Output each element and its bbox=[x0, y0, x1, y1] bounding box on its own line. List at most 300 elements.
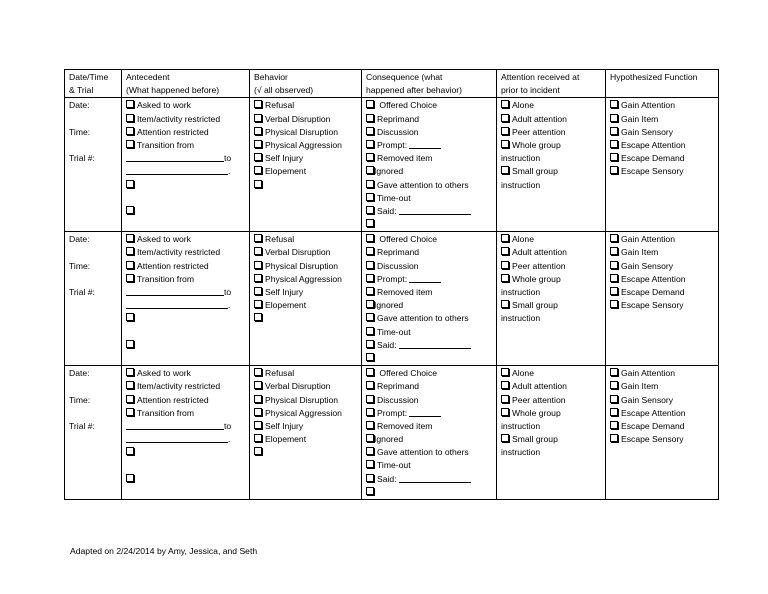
checkbox-icon[interactable] bbox=[366, 381, 374, 389]
checkbox-item[interactable] bbox=[126, 246, 246, 259]
checkbox-label: Asked to work bbox=[137, 100, 191, 111]
checkbox-icon[interactable] bbox=[254, 180, 262, 188]
checkbox-item[interactable] bbox=[501, 165, 602, 178]
date-time-cell[interactable] bbox=[65, 232, 122, 366]
checkbox-icon[interactable] bbox=[501, 100, 509, 108]
antecedent-cell bbox=[122, 232, 250, 366]
checkbox-label: Alone bbox=[512, 368, 534, 379]
checkbox-label: Reprimand bbox=[377, 113, 420, 124]
checkbox-item[interactable] bbox=[366, 139, 493, 152]
function-cell bbox=[606, 232, 719, 366]
checkbox-item[interactable] bbox=[610, 380, 715, 393]
checkbox-icon[interactable] bbox=[501, 395, 509, 403]
observation-row bbox=[65, 98, 719, 232]
checkbox-item[interactable] bbox=[126, 446, 246, 459]
checkbox-icon[interactable] bbox=[126, 234, 134, 242]
period-label: . bbox=[228, 300, 231, 311]
header-line: Hypothesized Function bbox=[610, 72, 698, 82]
header-attention bbox=[497, 70, 606, 98]
period-label: . bbox=[228, 166, 231, 177]
checkbox-item[interactable] bbox=[610, 394, 715, 407]
checkbox-label: Asked to work bbox=[137, 234, 191, 245]
checkbox-item[interactable] bbox=[126, 260, 246, 273]
checkbox-item[interactable] bbox=[501, 99, 602, 112]
checkbox-item[interactable] bbox=[254, 139, 358, 152]
checkbox-label-continued: instruction bbox=[501, 179, 541, 190]
checkbox-icon[interactable] bbox=[126, 368, 134, 376]
checkbox-item[interactable] bbox=[366, 299, 493, 312]
checkbox-item[interactable] bbox=[366, 352, 493, 365]
checkbox-item[interactable] bbox=[366, 486, 493, 499]
said-blank[interactable] bbox=[399, 474, 471, 483]
transition-from-blank[interactable] bbox=[126, 153, 224, 162]
checkbox-icon[interactable] bbox=[254, 100, 262, 108]
checkbox-item[interactable] bbox=[610, 299, 715, 312]
checkbox-item[interactable] bbox=[126, 473, 246, 486]
checkbox-item[interactable] bbox=[501, 299, 602, 312]
checkbox-item[interactable] bbox=[501, 367, 602, 380]
header-line: (√ all observed) bbox=[254, 85, 314, 96]
checkbox-item[interactable] bbox=[366, 246, 493, 259]
checkbox-item[interactable] bbox=[366, 113, 493, 126]
checkbox-label: Physical Aggression bbox=[265, 273, 342, 284]
checkbox-icon[interactable] bbox=[501, 408, 509, 416]
checkbox-icon[interactable] bbox=[366, 447, 374, 455]
checkbox-icon[interactable] bbox=[126, 261, 134, 269]
checkbox-icon[interactable] bbox=[126, 247, 134, 255]
checkbox-item[interactable] bbox=[366, 380, 493, 393]
checkbox-item[interactable] bbox=[126, 339, 246, 352]
checkbox-item[interactable] bbox=[366, 99, 493, 112]
checkbox-item[interactable] bbox=[366, 326, 493, 339]
checkbox-label: Escape Demand bbox=[621, 420, 685, 431]
checkbox-label: Removed item bbox=[377, 153, 433, 164]
antecedent-cell bbox=[122, 366, 250, 500]
checkbox-icon[interactable] bbox=[501, 274, 509, 282]
checkbox-icon[interactable] bbox=[610, 287, 618, 295]
checkbox-label: Whole group bbox=[512, 273, 561, 284]
checkbox-label: Asked to work bbox=[137, 368, 191, 379]
transition-to-line[interactable] bbox=[126, 165, 246, 178]
checkbox-icon[interactable] bbox=[501, 247, 509, 255]
checkbox-item[interactable] bbox=[366, 339, 493, 352]
checkbox-icon[interactable] bbox=[254, 153, 262, 161]
checkbox-icon[interactable] bbox=[366, 434, 374, 442]
checkbox-item[interactable] bbox=[501, 139, 602, 152]
checkbox-label: Adult attention bbox=[512, 381, 567, 392]
checkbox-item[interactable] bbox=[366, 126, 493, 139]
checkbox-item[interactable] bbox=[126, 367, 246, 380]
trial-label: Trial #: bbox=[69, 153, 95, 164]
checkbox-icon[interactable] bbox=[254, 247, 262, 255]
checkbox-label: Escape Sensory bbox=[621, 434, 684, 445]
checkbox-icon[interactable] bbox=[501, 234, 509, 242]
checkbox-icon[interactable] bbox=[366, 460, 374, 468]
checkbox-item[interactable] bbox=[501, 273, 602, 286]
transition-to-blank[interactable] bbox=[126, 434, 231, 445]
consequence-cell bbox=[362, 366, 497, 500]
checkbox-label: Self Injury bbox=[265, 287, 304, 298]
checkbox-item[interactable] bbox=[254, 407, 358, 420]
checkbox-icon[interactable] bbox=[366, 395, 374, 403]
checkbox-icon[interactable] bbox=[126, 274, 134, 282]
checkbox-item[interactable] bbox=[366, 312, 493, 325]
checkbox-icon[interactable] bbox=[610, 421, 618, 429]
checkbox-item[interactable] bbox=[254, 152, 358, 165]
transition-from-line[interactable] bbox=[126, 286, 246, 299]
checkbox-item[interactable] bbox=[501, 380, 602, 393]
checkbox-item[interactable] bbox=[366, 179, 493, 192]
checkbox-label: Elopement bbox=[265, 300, 307, 311]
checkbox-icon[interactable] bbox=[366, 487, 374, 495]
checkbox-label: Item/activity restricted bbox=[137, 113, 221, 124]
checkbox-icon[interactable] bbox=[126, 313, 134, 321]
checkbox-label: Time-out bbox=[377, 460, 411, 471]
checkbox-icon[interactable] bbox=[254, 434, 262, 442]
checkbox-label: Discussion bbox=[377, 260, 419, 271]
checkbox-label: Ignored bbox=[374, 434, 404, 445]
checkbox-icon[interactable] bbox=[366, 100, 374, 108]
checkbox-item[interactable] bbox=[254, 367, 358, 380]
checkbox-item[interactable] bbox=[610, 407, 715, 420]
checkbox-item[interactable] bbox=[126, 394, 246, 407]
checkbox-label: Gave attention to others bbox=[377, 447, 469, 458]
said-blank[interactable] bbox=[399, 206, 471, 215]
checkbox-item[interactable] bbox=[126, 113, 246, 126]
checkbox-item[interactable] bbox=[610, 152, 715, 165]
checkbox-icon[interactable] bbox=[126, 127, 134, 135]
checkbox-icon[interactable] bbox=[366, 234, 374, 242]
checkbox-label: Peer attention bbox=[512, 126, 566, 137]
checkbox-icon[interactable] bbox=[501, 127, 509, 135]
checkbox-label: Ignored bbox=[374, 166, 404, 177]
header-line: Attention received at bbox=[501, 72, 580, 82]
consequence-cell bbox=[362, 232, 497, 366]
checkbox-icon[interactable] bbox=[126, 140, 134, 148]
checkbox-item[interactable] bbox=[254, 299, 358, 312]
checkbox-icon[interactable] bbox=[254, 421, 262, 429]
checkbox-icon[interactable] bbox=[610, 234, 618, 242]
checkbox-icon[interactable] bbox=[610, 100, 618, 108]
checkbox-label: Refusal bbox=[265, 100, 295, 111]
behavior-cell bbox=[250, 366, 362, 500]
checkbox-icon[interactable] bbox=[366, 327, 374, 335]
checkbox-label: Peer attention bbox=[512, 394, 566, 405]
checkbox-item[interactable] bbox=[126, 312, 246, 325]
checkbox-item[interactable] bbox=[610, 165, 715, 178]
checkbox-item[interactable] bbox=[366, 192, 493, 205]
checkbox-icon[interactable] bbox=[126, 474, 134, 482]
checkbox-item[interactable] bbox=[610, 113, 715, 126]
checkbox-item[interactable] bbox=[254, 99, 358, 112]
header-line: Behavior bbox=[254, 72, 288, 82]
transition-to-line[interactable] bbox=[126, 433, 246, 446]
transition-from-line[interactable] bbox=[126, 152, 246, 165]
checkbox-item[interactable] bbox=[366, 260, 493, 273]
checkbox-icon[interactable] bbox=[254, 395, 262, 403]
checkbox-label: Alone bbox=[512, 100, 534, 111]
checkbox-label: Prompt: bbox=[377, 273, 408, 284]
checkbox-icon[interactable] bbox=[126, 180, 134, 188]
checkbox-icon[interactable] bbox=[366, 313, 374, 321]
checkbox-label: Elopement bbox=[265, 166, 307, 177]
checkbox-icon[interactable] bbox=[610, 127, 618, 135]
transition-from-blank[interactable] bbox=[126, 287, 224, 296]
checkbox-label-continued: instruction bbox=[501, 447, 541, 458]
checkbox-icon[interactable] bbox=[254, 114, 262, 122]
checkbox-label: Discussion bbox=[377, 394, 419, 405]
checkbox-item[interactable] bbox=[501, 233, 602, 246]
checkbox-item[interactable] bbox=[610, 433, 715, 446]
transition-from-line[interactable] bbox=[126, 420, 246, 433]
checkbox-item[interactable] bbox=[126, 407, 246, 420]
checkbox-icon[interactable] bbox=[254, 447, 262, 455]
checkbox-icon[interactable] bbox=[254, 127, 262, 135]
checkbox-icon[interactable] bbox=[366, 247, 374, 255]
checkbox-item[interactable] bbox=[610, 286, 715, 299]
checkbox-item[interactable] bbox=[126, 380, 246, 393]
checkbox-item[interactable] bbox=[254, 380, 358, 393]
checkbox-icon[interactable] bbox=[366, 206, 374, 214]
time-label: Time: bbox=[69, 260, 91, 271]
transition-to-blank[interactable] bbox=[126, 300, 231, 311]
transition-to-blank[interactable] bbox=[126, 166, 231, 177]
attention-cell bbox=[497, 366, 606, 500]
checkbox-icon[interactable] bbox=[366, 287, 374, 295]
checkbox-icon[interactable] bbox=[610, 434, 618, 442]
checkbox-item[interactable] bbox=[610, 233, 715, 246]
checkbox-icon[interactable] bbox=[366, 180, 374, 188]
checkbox-icon[interactable] bbox=[126, 447, 134, 455]
checkbox-item[interactable] bbox=[126, 99, 246, 112]
checkbox-item[interactable] bbox=[501, 407, 602, 420]
checkbox-icon[interactable] bbox=[501, 434, 509, 442]
checkbox-label: Verbal Disruption bbox=[265, 113, 331, 124]
checkbox-item[interactable] bbox=[366, 433, 493, 446]
checkbox-icon[interactable] bbox=[610, 261, 618, 269]
checkbox-item[interactable] bbox=[501, 113, 602, 126]
date-time-cell[interactable] bbox=[65, 366, 122, 500]
checkbox-item[interactable] bbox=[366, 446, 493, 459]
checkbox-icon[interactable] bbox=[126, 100, 134, 108]
checkbox-item[interactable] bbox=[366, 218, 493, 231]
checkbox-item[interactable] bbox=[254, 433, 358, 446]
checkbox-icon[interactable] bbox=[501, 381, 509, 389]
checkbox-item[interactable] bbox=[366, 152, 493, 165]
checkbox-icon[interactable] bbox=[501, 261, 509, 269]
header-antecedent bbox=[122, 70, 250, 98]
checkbox-icon[interactable] bbox=[610, 395, 618, 403]
checkbox-item[interactable] bbox=[254, 179, 358, 192]
checkbox-icon[interactable] bbox=[126, 408, 134, 416]
checkbox-label: Item/activity restricted bbox=[137, 247, 221, 258]
checkbox-item[interactable] bbox=[610, 99, 715, 112]
checkbox-item[interactable] bbox=[366, 394, 493, 407]
checkbox-item[interactable] bbox=[366, 407, 493, 420]
checkbox-label: Gain Sensory bbox=[621, 260, 674, 271]
attention-cell bbox=[497, 232, 606, 366]
said-blank[interactable] bbox=[399, 340, 471, 349]
checkbox-icon[interactable] bbox=[366, 127, 374, 135]
time-label: Time: bbox=[69, 126, 91, 137]
checkbox-label: Gain Attention bbox=[621, 234, 675, 245]
checkbox-item[interactable] bbox=[366, 473, 493, 486]
checkbox-item[interactable] bbox=[366, 205, 493, 218]
checkbox-icon[interactable] bbox=[254, 381, 262, 389]
checkbox-label: Escape Attention bbox=[621, 139, 686, 150]
checkbox-icon[interactable] bbox=[366, 474, 374, 482]
checkbox-icon[interactable] bbox=[366, 368, 374, 376]
checkbox-item[interactable] bbox=[254, 420, 358, 433]
checkbox-item[interactable] bbox=[501, 246, 602, 259]
checkbox-label: Reprimand bbox=[377, 381, 420, 392]
checkbox-icon[interactable] bbox=[366, 340, 374, 348]
checkbox-item[interactable] bbox=[501, 394, 602, 407]
checkbox-icon[interactable] bbox=[254, 368, 262, 376]
checkbox-icon[interactable] bbox=[254, 140, 262, 148]
checkbox-icon[interactable] bbox=[366, 261, 374, 269]
checkbox-label: Refusal bbox=[265, 234, 295, 245]
prompt-blank[interactable] bbox=[409, 408, 441, 417]
prompt-blank[interactable] bbox=[409, 274, 441, 283]
checkbox-icon[interactable] bbox=[610, 368, 618, 376]
checkbox-item[interactable] bbox=[501, 260, 602, 273]
checkbox-icon[interactable] bbox=[126, 114, 134, 122]
checkbox-item[interactable] bbox=[610, 139, 715, 152]
checkbox-item[interactable] bbox=[366, 367, 493, 380]
checkbox-icon[interactable] bbox=[366, 408, 374, 416]
checkbox-icon[interactable] bbox=[254, 313, 262, 321]
checkbox-icon[interactable] bbox=[254, 166, 262, 174]
checkbox-label: Gain Attention bbox=[621, 368, 675, 379]
checkbox-item[interactable] bbox=[126, 126, 246, 139]
checkbox-icon[interactable] bbox=[610, 381, 618, 389]
header-row bbox=[65, 70, 719, 98]
checkbox-item[interactable] bbox=[254, 165, 358, 178]
checkbox-item[interactable] bbox=[366, 273, 493, 286]
prompt-blank[interactable] bbox=[409, 140, 441, 149]
checkbox-icon[interactable] bbox=[366, 153, 374, 161]
checkbox-item[interactable] bbox=[501, 433, 602, 446]
checkbox-icon[interactable] bbox=[610, 300, 618, 308]
checkbox-icon[interactable] bbox=[254, 234, 262, 242]
checkbox-icon[interactable] bbox=[254, 274, 262, 282]
checkbox-icon[interactable] bbox=[126, 381, 134, 389]
checkbox-item[interactable] bbox=[366, 165, 493, 178]
checkbox-item[interactable] bbox=[254, 312, 358, 325]
checkbox-item[interactable] bbox=[254, 113, 358, 126]
checkbox-icon[interactable] bbox=[501, 300, 509, 308]
date-time-cell[interactable] bbox=[65, 98, 122, 232]
checkbox-icon[interactable] bbox=[366, 353, 374, 361]
checkbox-icon[interactable] bbox=[254, 300, 262, 308]
checkbox-item[interactable] bbox=[126, 179, 246, 192]
checkbox-item[interactable] bbox=[610, 246, 715, 259]
checkbox-item[interactable] bbox=[366, 420, 493, 433]
checkbox-label: Escape Sensory bbox=[621, 300, 684, 311]
checkbox-icon[interactable] bbox=[366, 114, 374, 122]
checkbox-item[interactable] bbox=[610, 260, 715, 273]
checkbox-icon[interactable] bbox=[501, 368, 509, 376]
checkbox-item[interactable] bbox=[126, 139, 246, 152]
checkbox-icon[interactable] bbox=[366, 421, 374, 429]
checkbox-icon[interactable] bbox=[254, 261, 262, 269]
checkbox-label: Verbal Disruption bbox=[265, 381, 331, 392]
checkbox-icon[interactable] bbox=[501, 166, 509, 174]
function-cell bbox=[606, 98, 719, 232]
checkbox-icon[interactable] bbox=[610, 114, 618, 122]
checkbox-item[interactable] bbox=[254, 446, 358, 459]
checkbox-icon[interactable] bbox=[254, 408, 262, 416]
header-function bbox=[606, 70, 719, 98]
checkbox-item[interactable] bbox=[126, 273, 246, 286]
checkbox-item[interactable] bbox=[610, 367, 715, 380]
checkbox-item[interactable] bbox=[254, 260, 358, 273]
checkbox-icon[interactable] bbox=[366, 300, 374, 308]
checkbox-icon[interactable] bbox=[610, 247, 618, 255]
checkbox-label: Gain Item bbox=[621, 381, 659, 392]
checkbox-item[interactable] bbox=[254, 233, 358, 246]
checkbox-icon[interactable] bbox=[126, 206, 134, 214]
checkbox-icon[interactable] bbox=[254, 287, 262, 295]
checkbox-icon[interactable] bbox=[366, 274, 374, 282]
checkbox-item[interactable] bbox=[610, 420, 715, 433]
checkbox-icon[interactable] bbox=[501, 140, 509, 148]
checkbox-item[interactable] bbox=[366, 286, 493, 299]
checkbox-icon[interactable] bbox=[610, 408, 618, 416]
checkbox-label: Self Injury bbox=[265, 153, 304, 164]
checkbox-item[interactable] bbox=[501, 126, 602, 139]
checkbox-icon[interactable] bbox=[366, 193, 374, 201]
checkbox-label: Escape Attention bbox=[621, 407, 686, 418]
checkbox-icon[interactable] bbox=[610, 166, 618, 174]
attention-cell bbox=[497, 98, 606, 232]
checkbox-item[interactable] bbox=[366, 459, 493, 472]
checkbox-label: Ignored bbox=[374, 300, 404, 311]
date-label: Date: bbox=[69, 234, 90, 245]
checkbox-item[interactable] bbox=[126, 233, 246, 246]
checkbox-item[interactable] bbox=[254, 126, 358, 139]
date-label: Date: bbox=[69, 368, 90, 379]
header-line: Antecedent bbox=[126, 72, 170, 82]
checkbox-icon[interactable] bbox=[366, 219, 374, 227]
checkbox-item[interactable] bbox=[366, 233, 493, 246]
checkbox-label: Gave attention to others bbox=[377, 179, 469, 190]
transition-to-line[interactable] bbox=[126, 299, 246, 312]
checkbox-label: Escape Sensory bbox=[621, 166, 684, 177]
checkbox-item[interactable] bbox=[610, 273, 715, 286]
checkbox-item[interactable] bbox=[254, 246, 358, 259]
checkbox-item[interactable] bbox=[254, 394, 358, 407]
transition-from-blank[interactable] bbox=[126, 421, 224, 430]
checkbox-item[interactable] bbox=[254, 286, 358, 299]
checkbox-icon[interactable] bbox=[610, 153, 618, 161]
checkbox-item[interactable] bbox=[610, 126, 715, 139]
checkbox-icon[interactable] bbox=[501, 114, 509, 122]
checkbox-icon[interactable] bbox=[366, 166, 374, 174]
checkbox-label: Small group bbox=[512, 300, 558, 311]
checkbox-item[interactable] bbox=[126, 205, 246, 218]
checkbox-icon[interactable] bbox=[610, 274, 618, 282]
checkbox-icon[interactable] bbox=[126, 340, 134, 348]
checkbox-label: Alone bbox=[512, 234, 534, 245]
checkbox-icon[interactable] bbox=[126, 395, 134, 403]
header-line: Consequence (what bbox=[366, 72, 443, 82]
checkbox-icon[interactable] bbox=[366, 140, 374, 148]
checkbox-item[interactable] bbox=[254, 273, 358, 286]
checkbox-icon[interactable] bbox=[610, 140, 618, 148]
function-cell bbox=[606, 366, 719, 500]
